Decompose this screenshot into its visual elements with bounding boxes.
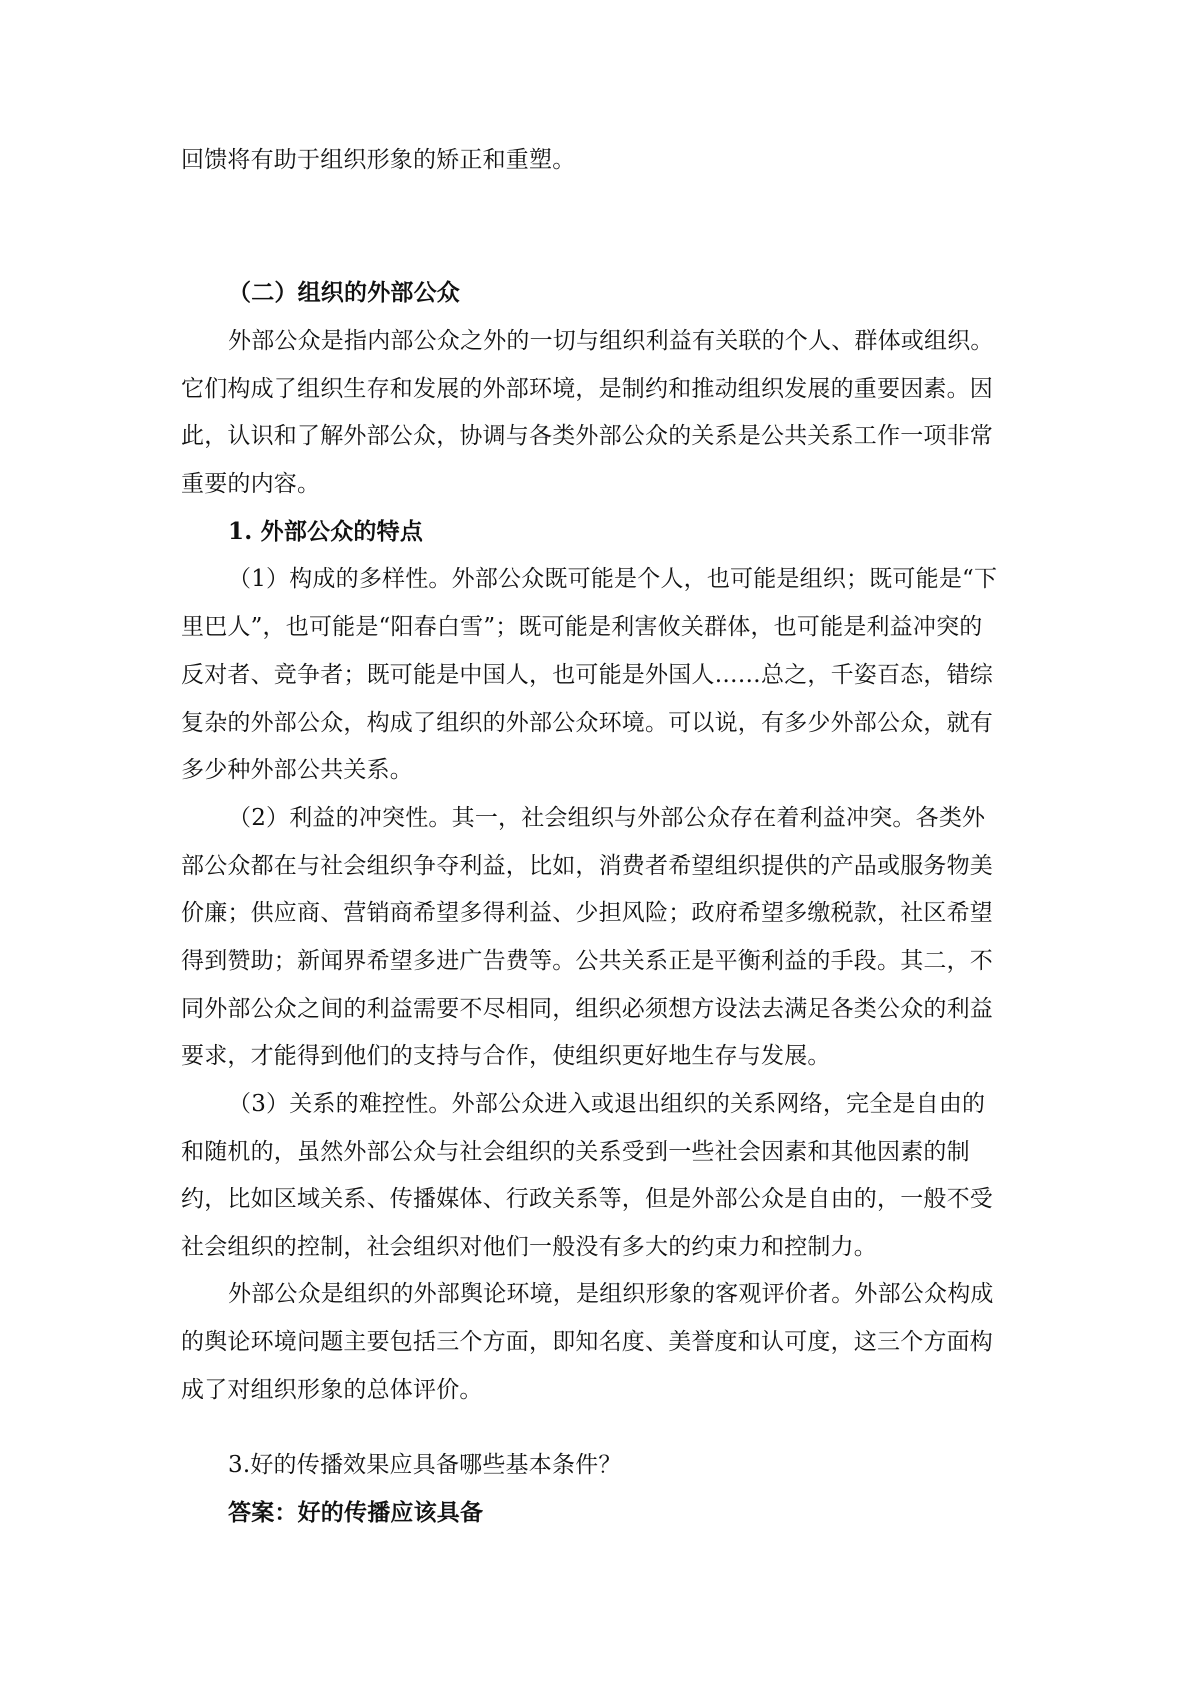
paragraph-line: 的舆论环境问题主要包括三个方面，即知名度、美誉度和认可度，这三个方面构 xyxy=(181,1329,993,1355)
paragraph-line: 约，比如区域关系、传播媒体、行政关系等，但是外部公众是自由的，一般不受 xyxy=(181,1186,993,1212)
paragraph-line: （1）构成的多样性。外部公众既可能是个人，也可能是组织；既可能是“下 xyxy=(228,566,998,592)
paragraph-line: 里巴人”，也可能是“阳春白雪”；既可能是利害攸关群体，也可能是利益冲突的 xyxy=(181,614,983,640)
section-heading: （二）组织的外部公众 xyxy=(228,279,460,306)
paragraph-line: 反对者、竞争者；既可能是中国人，也可能是外国人……总之，千姿百态，错综 xyxy=(181,662,993,688)
paragraph-line: 回馈将有助于组织形象的矫正和重塑。 xyxy=(181,147,576,173)
paragraph-line: 外部公众是组织的外部舆论环境，是组织形象的客观评价者。外部公众构成 xyxy=(228,1281,994,1307)
paragraph-line: 同外部公众之间的利益需要不尽相同，组织必须想方设法去满足各类公众的利益 xyxy=(181,996,993,1022)
paragraph-line: 部公众都在与社会组织争夺利益，比如，消费者希望组织提供的产品或服务物美 xyxy=(181,853,993,879)
paragraph-line: 复杂的外部公众，构成了组织的外部公众环境。可以说，有多少外部公众，就有 xyxy=(181,710,993,736)
paragraph-line: （3）关系的难控性。外部公众进入或退出组织的关系网络，完全是自由的 xyxy=(228,1091,986,1117)
paragraph-line: 它们构成了组织生存和发展的外部环境，是制约和推动组织发展的重要因素。因 xyxy=(181,376,993,402)
paragraph-line: （2）利益的冲突性。其一，社会组织与外部公众存在着利益冲突。各类外 xyxy=(228,805,986,831)
paragraph-line: 要求，才能得到他们的支持与合作，使组织更好地生存与发展。 xyxy=(181,1043,831,1069)
paragraph-line: 得到赞助；新闻界希望多进广告费等。公共关系正是平衡利益的手段。其二，不 xyxy=(181,948,993,974)
paragraph-line: 和随机的，虽然外部公众与社会组织的关系受到一些社会因素和其他因素的制 xyxy=(181,1139,970,1165)
answer-heading: 答案：好的传播应该具备 xyxy=(228,1499,484,1526)
subsection-heading: 1. 外部公众的特点 xyxy=(228,518,424,545)
paragraph-line: 成了对组织形象的总体评价。 xyxy=(181,1377,483,1403)
paragraph-line: 社会组织的控制，社会组织对他们一般没有多大的约束力和控制力。 xyxy=(181,1234,877,1260)
paragraph-line: 外部公众是指内部公众之外的一切与组织利益有关联的个人、群体或组织。 xyxy=(228,328,994,354)
paragraph-line: 价廉；供应商、营销商希望多得利益、少担风险；政府希望多缴税款，社区希望 xyxy=(181,900,993,926)
paragraph-line: 多少种外部公共关系。 xyxy=(181,757,413,783)
question-line: 3.好的传播效果应具备哪些基本条件？ xyxy=(228,1452,622,1478)
paragraph-line: 此，认识和了解外部公众，协调与各类外部公众的关系是公共关系工作一项非常 xyxy=(181,423,993,449)
paragraph-line: 重要的内容。 xyxy=(181,471,321,497)
